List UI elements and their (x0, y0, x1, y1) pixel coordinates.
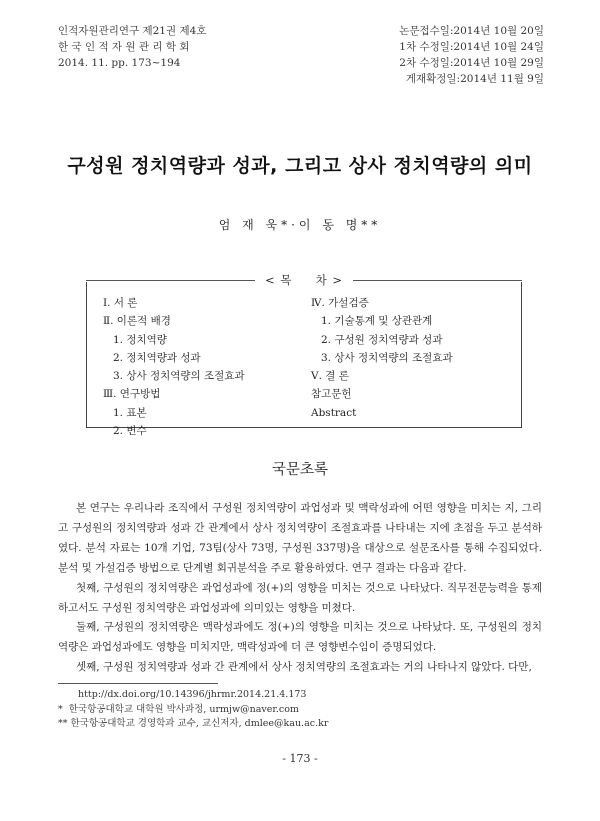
toc-item: 2. 구성원 정치역량과 성과 (321, 333, 443, 346)
footnote-divider (58, 683, 218, 684)
abstract-paragraph: 본 연구는 우리나라 조직에서 구성원 정치역량이 과업성과 및 맥락성과에 어떤 영향을 미치는 지, 그리고 구성원의 정치역량과 성과 간 관계에서 상사 정치역량이 조절효과를 나타내는 지에 초점을 두고 분석하였다. 분석 자료는 10개 기업, 73팀(상사 73명, 구성원 337명)을 대상으로 설문조사를 통해 수집되었다. 분석 및 가설검증 방법으로 단계별 회귀분석을 주로 활용하였다. 연구 결과는 다음과 같다. (58, 502, 542, 574)
toc-item: Abstract (311, 406, 357, 419)
toc-heading-label: < 목 차 > (264, 273, 344, 287)
toc-heading-rule (353, 280, 522, 281)
toc-left-column (103, 294, 245, 440)
date-value: 2014년 10월 29일 (453, 57, 544, 69)
toc-heading-rule (86, 280, 255, 281)
abstract-body (58, 499, 542, 678)
toc-item: 2. 정치역량과 성과 (113, 351, 201, 364)
abstract-paragraph: 첫째, 구성원의 정치역량은 과업성과에 정(+)의 영향을 미치는 것으로 나타났다. 직무전문능력을 통제하고서도 구성원 정치역량은 과업성과에 의미있는 영향을 미쳤다. (58, 581, 542, 614)
review-dates (393, 23, 544, 87)
paper-title: 구성원 정치역량과 성과, 그리고 상사 정치역량의 의미 (67, 155, 533, 177)
date-row: 논문접수일: 2014년 10월 20일 (399, 25, 544, 37)
doi-link[interactable]: http://dx.doi.org/10.14396/jhrmr.2014.21.4.173 (78, 689, 307, 700)
journal-header (58, 23, 206, 71)
abstract-paragraph: 셋째, 구성원 정치역량과 성과 간 관계에서 상사 정치역량의 조절효과는 거의 나타나지 않았다. 다만, (76, 661, 532, 674)
toc-right-column (311, 294, 453, 422)
paper-authors: 엄 재 욱*·이 동 명** (218, 218, 382, 232)
toc-item: 1. 표본 (113, 406, 147, 419)
date-value: 2014년 11월 9일 (460, 73, 544, 85)
footnotes (58, 688, 328, 732)
date-row: 2차 수정일: 2014년 10월 29일 (399, 57, 544, 69)
date-row: 1차 수정일: 2014년 10월 24일 (399, 41, 544, 53)
toc-item: 1. 정치역량 (113, 333, 167, 346)
abstract-paragraph: 둘째, 구성원의 정치역량은 맥락성과에도 정(+)의 영향을 미치는 것으로 나타났다. 또, 구성원의 정치역량은 과업성과에도 영향을 미치지만, 맥락성과에 더 큰 영향변수임이 증명되었다. (58, 621, 542, 654)
toc-item: 3. 상사 정치역량의 조절효과 (321, 351, 453, 364)
journal-society: 한 국 인 적 자 원 관 리 학 회 (58, 41, 190, 53)
toc-item: Ⅰ. 서 론 (103, 297, 138, 309)
abstract-heading: 국문초록 (271, 462, 329, 478)
toc-item: Ⅴ. 결 론 (311, 370, 349, 383)
toc-item: Ⅳ. 가설검증 (311, 297, 369, 309)
footnote-author-1: * 한국항공대학교 대학원 박사과정, urmjw@naver.com (58, 703, 299, 715)
toc-item: Ⅲ. 연구방법 (103, 388, 161, 401)
footnote-author-2: ** 한국항공대학교 경영학과 교수, 교신저자, dmlee@kau.ac.kr (58, 718, 329, 729)
toc-item: 2. 변수 (113, 425, 147, 438)
date-value: 2014년 10월 24일 (453, 41, 544, 53)
date-value: 2014년 10월 20일 (453, 25, 544, 37)
toc-item: 참고문헌 (311, 388, 352, 401)
table-of-contents (86, 282, 522, 438)
journal-issue: 2014. 11. pp. 173~194 (58, 57, 181, 69)
toc-item: Ⅱ. 이론적 배경 (103, 315, 171, 328)
page-number: - 173 - (282, 752, 318, 765)
toc-item: 1. 기술통계 및 상관관계 (321, 315, 433, 328)
toc-item: 3. 상사 정치역량의 조절효과 (113, 370, 245, 383)
journal-name: 인적자원관리연구 제21권 제4호 (58, 25, 207, 37)
date-row: 게재확정일: 2014년 11월 9일 (405, 73, 544, 85)
